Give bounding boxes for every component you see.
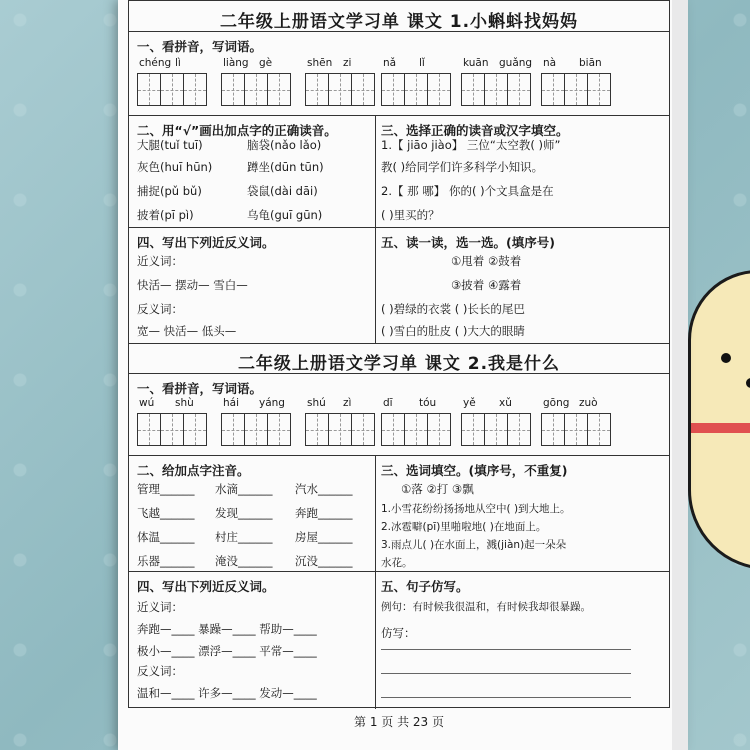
ws1-s2-item: 披着(pī pì) (137, 208, 194, 222)
pinyin-syllable: biān (579, 57, 602, 69)
page-footer: 第 1 页 共 23 页 (354, 715, 444, 729)
ws2-s4-line: 近义词： (137, 600, 183, 614)
writing-grid[interactable] (461, 73, 531, 106)
writing-cell[interactable] (328, 413, 352, 446)
ws2-s2-item: 水滴______ (215, 482, 273, 496)
ws1-s4-line: 反义词： (137, 302, 183, 316)
ws2-s5-line: 例句：有时候我很温和，有时候我却很暴躁。 (381, 601, 591, 613)
ws2-s5-heading: 五、句子仿写。 (381, 579, 469, 594)
pinyin-syllable: shú (307, 397, 326, 409)
pinyin-syllable: yáng (259, 397, 285, 409)
ws1-s4-heading: 四、写出下列近反义词。 (137, 235, 275, 250)
worksheet-1-title: 二年级上册语文学习单 课文 1.小蝌蚪找妈妈 (219, 12, 579, 32)
pinyin-syllable: wú (139, 397, 155, 409)
worksheet-2-title: 二年级上册语文学习单 课文 2.我是什么 (237, 354, 561, 374)
ws2-s3-line: 2.冰雹噼(pī)里啪啦地( )在地面上。 (381, 521, 547, 533)
writing-grid[interactable] (461, 413, 531, 446)
writing-cell[interactable] (221, 413, 245, 446)
writing-cell[interactable] (564, 73, 588, 106)
writing-cell[interactable] (507, 73, 531, 106)
ws2-s2-item: 管理______ (137, 482, 195, 496)
writing-cell[interactable] (267, 73, 291, 106)
ws1-s5-heading: 五、读一读，选一选。(填序号) (381, 235, 555, 250)
ws1-s3-line: 教( )给同学们许多科学小知识。 (381, 160, 544, 174)
pinyin-syllable: gōng (543, 397, 570, 409)
ws1-s2-item: 蹲坐(dūn tūn) (247, 160, 324, 174)
ws1-s2-item: 脑袋(nǎo lǎo) (247, 138, 322, 152)
writing-cell[interactable] (160, 73, 184, 106)
ws2-s4-heading: 四、写出下列近反义词。 (137, 579, 275, 594)
ws1-s2-item: 大腿(tuǐ tuī) (137, 138, 203, 152)
ws2-s2-item: 房屋______ (295, 530, 353, 544)
writing-cell[interactable] (404, 413, 428, 446)
ws2-s2-item: 奔跑______ (295, 506, 353, 520)
ws2-s4-line: 反义词： (137, 664, 183, 678)
ws2-s3-line: 3.雨点儿( )在水面上，溅(jiàn)起一朵朵 (381, 539, 567, 551)
ws1-s4-line: 近义词： (137, 254, 183, 268)
writing-cell[interactable] (137, 73, 161, 106)
ws1-s2-heading: 二、用“√”画出加点字的正确读音。 (137, 123, 337, 138)
ws2-s3-heading: 三、选词填空。(填序号，不重复) (381, 463, 568, 478)
pinyin-syllable: dī (383, 397, 393, 409)
pinyin-syllable: xǔ (499, 397, 512, 409)
ws2-s1-heading: 一、看拼音，写词语。 (137, 381, 263, 396)
ws1-s1-heading: 一、看拼音，写词语。 (137, 39, 263, 54)
ws2-s2-item: 沉没______ (295, 554, 353, 568)
writing-cell[interactable] (541, 413, 565, 446)
ws1-s2-item: 乌龟(guī gūn) (247, 208, 323, 222)
ws1-s5-line: ③披着 ④露着 (451, 278, 522, 292)
writing-cell[interactable] (381, 413, 405, 446)
pinyin-syllable: kuān (463, 57, 489, 69)
writing-cell[interactable] (427, 73, 451, 106)
writing-cell[interactable] (305, 413, 329, 446)
writing-cell[interactable] (587, 413, 611, 446)
writing-cell[interactable] (541, 73, 565, 106)
ws2-s2-item: 乐器______ (137, 554, 195, 568)
writing-cell[interactable] (587, 73, 611, 106)
pinyin-syllable: liàng (223, 57, 249, 69)
writing-cell[interactable] (244, 73, 268, 106)
writing-grid[interactable] (221, 73, 291, 106)
ws2-s5-line: 仿写： (381, 626, 416, 640)
ws2-s4-line: 温和—____ 许多—____ 发动—____ (137, 686, 317, 700)
writing-cell[interactable] (484, 413, 508, 446)
ws2-s2-item: 发现______ (215, 506, 273, 520)
writing-grid[interactable] (541, 413, 611, 446)
worksheet-page (128, 0, 670, 729)
ws1-s2-item: 捕捉(pǔ bǔ) (137, 184, 202, 198)
ws2-s2-item: 飞越______ (137, 506, 195, 520)
writing-cell[interactable] (461, 73, 485, 106)
pinyin-syllable: hái (223, 397, 240, 409)
writing-cell[interactable] (564, 413, 588, 446)
ws2-s3-line: 1.小雪花纷纷扬扬地从空中( )到大地上。 (381, 503, 571, 515)
ws1-s5-line: ( )碧绿的衣裳 ( )长长的尾巴 (381, 302, 525, 316)
writing-cell[interactable] (160, 413, 184, 446)
ws1-s5-line: ①甩着 ②鼓着 (451, 254, 522, 268)
ws2-s2-item: 体温______ (137, 530, 195, 544)
pinyin-syllable: shù (175, 397, 194, 409)
ws2-s3-line: ①落 ②打 ③飘 (401, 482, 474, 496)
writing-grid[interactable] (137, 73, 207, 106)
writing-cell[interactable] (221, 73, 245, 106)
writing-cell[interactable] (183, 413, 207, 446)
writing-grid[interactable] (541, 73, 611, 106)
writing-cell[interactable] (507, 413, 531, 446)
pinyin-syllable: zi (343, 57, 352, 69)
pinyin-syllable: shēn (307, 57, 333, 69)
ws1-s2-item: 袋鼠(dài dāi) (247, 184, 318, 198)
writing-cell[interactable] (427, 413, 451, 446)
pinyin-syllable: nà (543, 57, 557, 69)
writing-grid[interactable] (381, 413, 451, 446)
writing-cell[interactable] (183, 73, 207, 106)
writing-cell[interactable] (305, 73, 329, 106)
ws1-s4-line: 快活— 摆动— 雪白— (137, 278, 248, 292)
writing-cell[interactable] (381, 73, 405, 106)
writing-grid[interactable] (221, 413, 291, 446)
ws2-s2-heading: 二、给加点字注音。 (137, 463, 250, 478)
pinyin-syllable: yě (463, 397, 476, 409)
pinyin-syllable: tóu (419, 397, 437, 409)
writing-grid[interactable] (305, 73, 375, 106)
cartoon-character (688, 270, 750, 570)
pinyin-syllable: nǎ (383, 57, 397, 69)
pinyin-syllable: lǐ (419, 57, 425, 69)
writing-cell[interactable] (351, 73, 375, 106)
writing-grid[interactable] (305, 413, 375, 446)
ws1-s4-line: 宽— 快活— 低头— (137, 324, 237, 338)
pinyin-syllable: guǎng (499, 57, 533, 69)
writing-cell[interactable] (351, 413, 375, 446)
writing-cell[interactable] (461, 413, 485, 446)
writing-cell[interactable] (404, 73, 428, 106)
ws1-s2-item: 灰色(huī hūn) (137, 160, 213, 174)
ws1-s5-line: ( )雪白的肚皮 ( )大大的眼睛 (381, 324, 525, 338)
pinyin-syllable: chéng (139, 57, 172, 69)
ws2-s2-item: 村庄______ (215, 530, 273, 544)
writing-cell[interactable] (484, 73, 508, 106)
paper-edge (672, 0, 688, 750)
ws2-s4-line: 极小—____ 漂浮—____ 平常—____ (137, 644, 317, 658)
pinyin-syllable: lì (175, 57, 181, 69)
writing-cell[interactable] (328, 73, 352, 106)
writing-cell[interactable] (267, 413, 291, 446)
pinyin-syllable: gè (259, 57, 273, 69)
ws2-s4-line: 奔跑—____ 暴躁—____ 帮助—____ (137, 622, 317, 636)
ws2-s2-item: 淹没______ (215, 554, 273, 568)
pinyin-syllable: zuò (579, 397, 598, 409)
writing-grid[interactable] (137, 413, 207, 446)
ws2-s2-item: 汽水______ (295, 482, 353, 496)
ws1-s3-line: ( )里买的？ (381, 208, 440, 222)
writing-cell[interactable] (137, 413, 161, 446)
ws1-s3-heading: 三、选择正确的读音或汉字填空。 (381, 123, 569, 138)
ws1-s3-line: 1.【 jiāo jiào】 三位“太空教( )师” (381, 138, 561, 152)
ws1-s3-line: 2.【 那 哪】 你的( )个文具盒是在 (381, 184, 554, 198)
pinyin-syllable: zì (343, 397, 352, 409)
writing-cell[interactable] (244, 413, 268, 446)
ws2-s3-line: 水花。 (381, 557, 413, 569)
writing-grid[interactable] (381, 73, 451, 106)
